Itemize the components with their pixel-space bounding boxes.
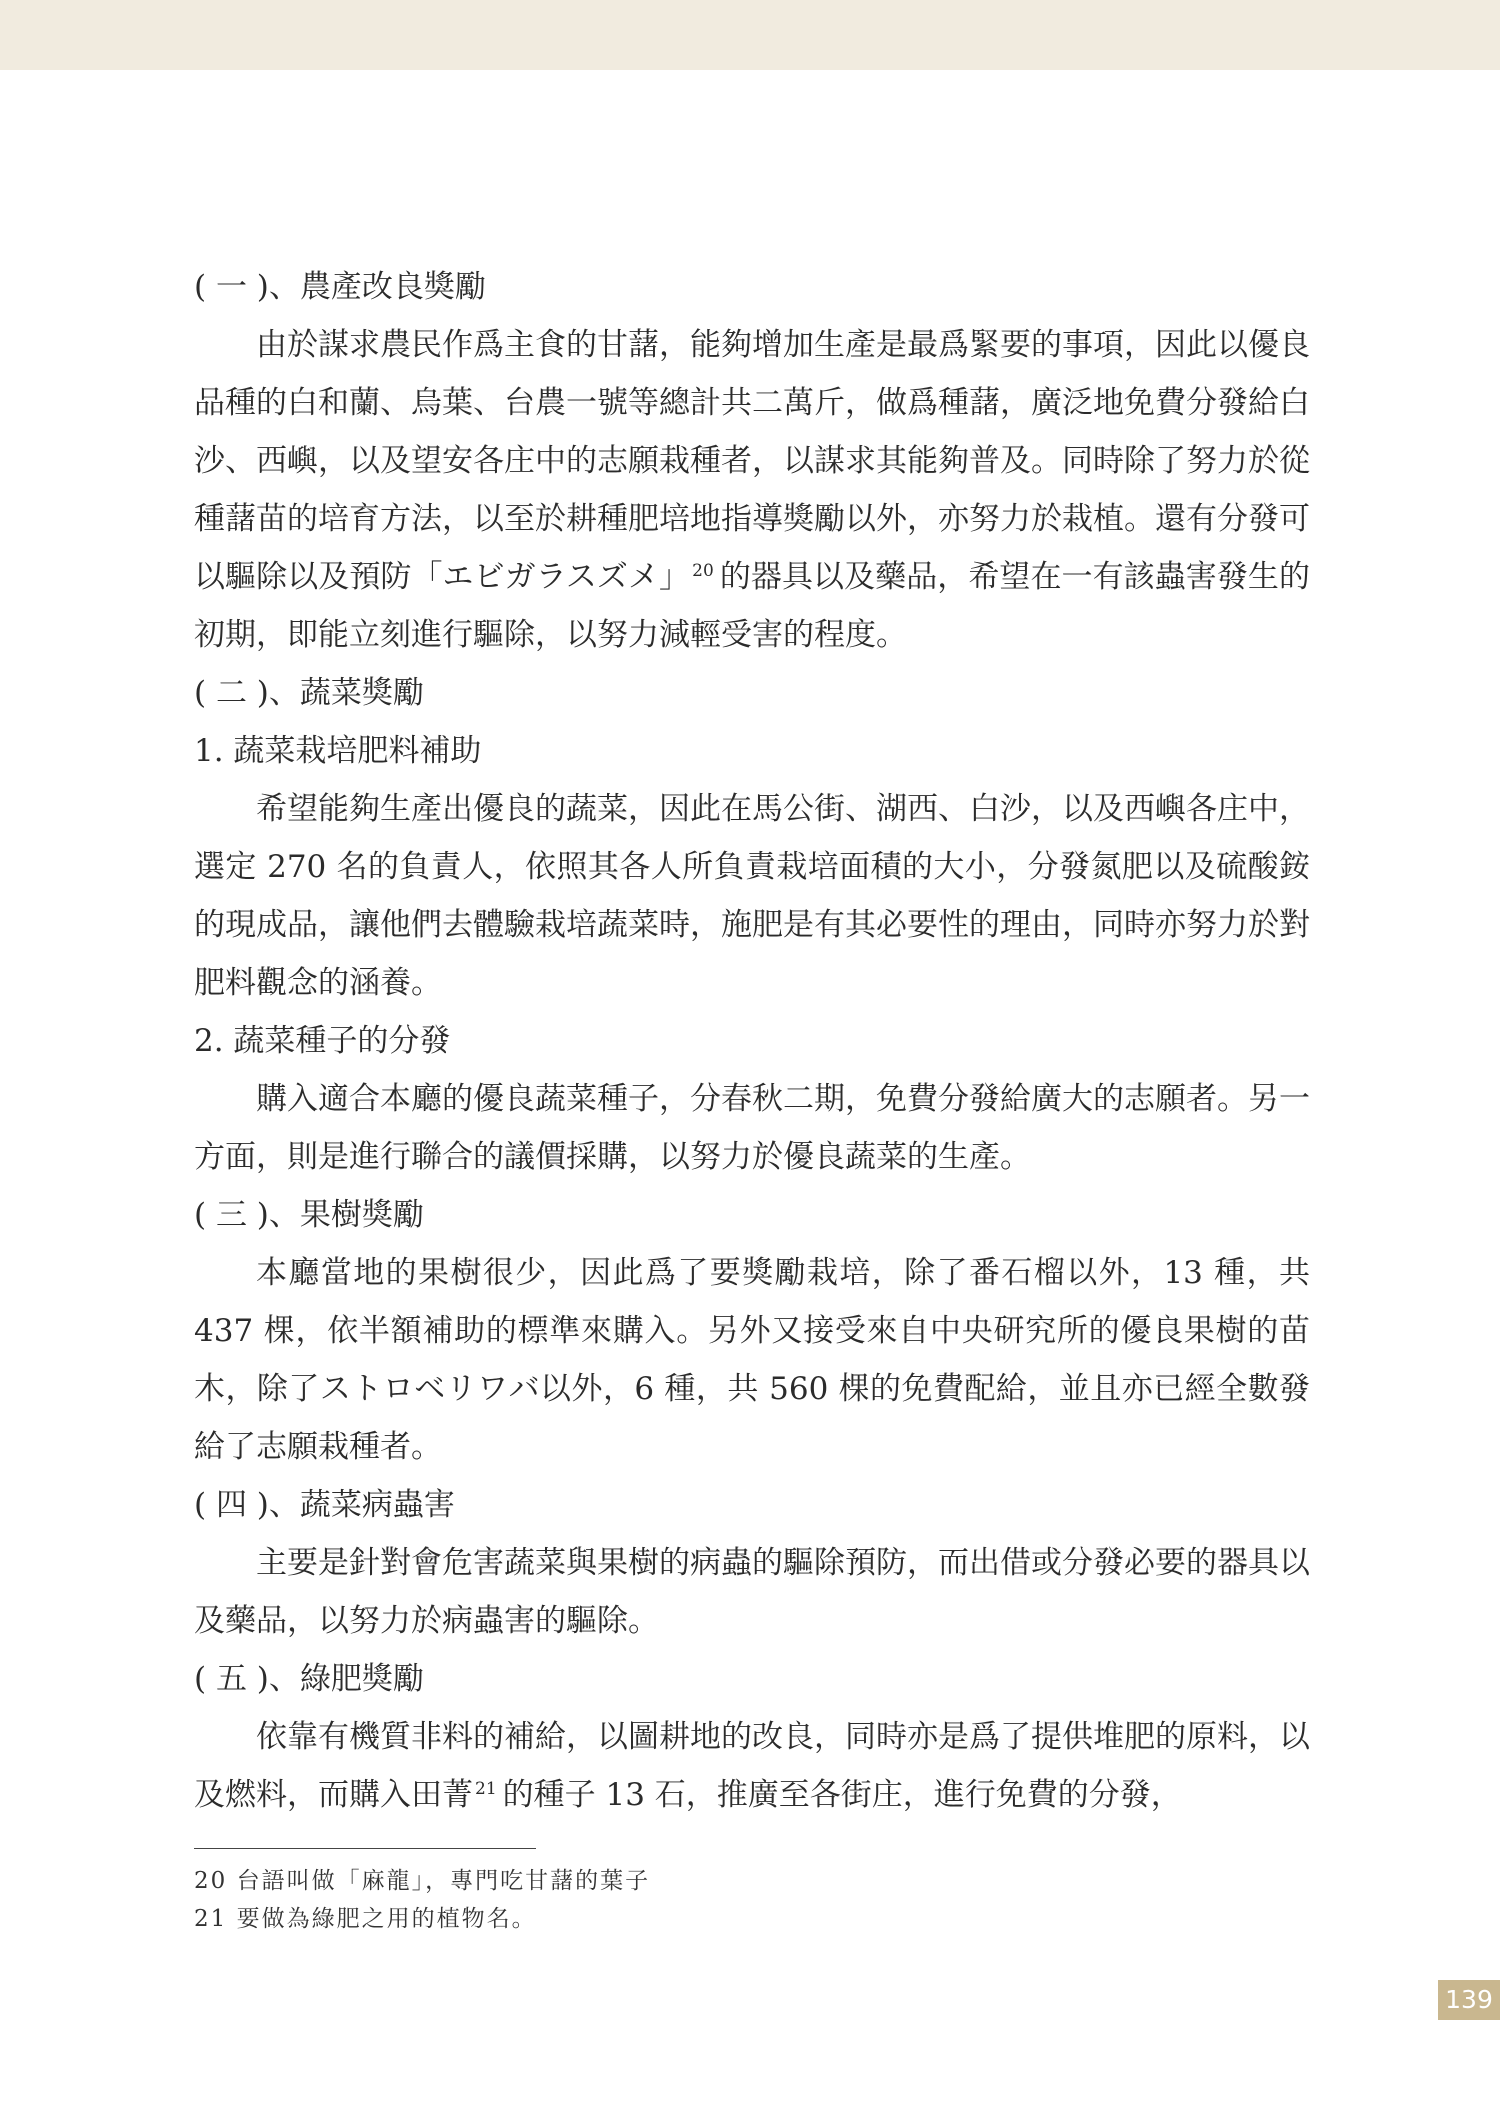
paragraph-6: 依靠有機質非料的補給，以圖耕地的改良，同時亦是爲了提供堆肥的原料，以及燃料，而購入田菁 $^{21}$ 的種子 13 石，推廣至各街庄，進行免費的分發， [194,1719,1310,1813]
section-heading-3: ( 三 )、果樹獎勵 [194,1197,424,1233]
page-header-band [0,0,1500,70]
footnote-21: 21 要做為綠肥之用的植物名。 [194,1906,537,1932]
paragraph-4: 本廳當地的果樹很少，因此爲了要獎勵栽培，除了番石榴以外，13 種，共 437 棵，依半額補助的標準來購入。另外又接受來自中央研究所的優良果樹的苗木，除了ストロベリワバ以外，6 種，共 560 棵的免費配給，並且亦已經全數發給了志願栽種者。 [194,1255,1310,1465]
footnote-divider [194,1848,536,1849]
footnote-ref-21[interactable]: 21 [475,1778,497,1799]
section-heading-5: ( 五 )、綠肥獎勵 [194,1661,424,1697]
footnote-20: 20 台語叫做「麻龍」，專門吃甘藷的葉子 [194,1868,651,1894]
main-text [194,258,1310,1824]
paragraph-2: 希望能夠生產出優良的蔬菜，因此在馬公街、湖西、白沙，以及西嶼各庄中，選定 270 名的負責人，依照其各人所負責栽培面積的大小，分發氮肥以及硫酸銨的現成品，讓他們去體驗栽培蔬菜時，施肥是有其必要性的理由，同時亦努力於對肥料觀念的涵養。 [194,791,1310,1001]
section-heading-1: ( 一 )、農產改良獎勵 [194,269,486,305]
paragraph-5: 主要是針對會危害蔬菜與果樹的病蟲的驅除預防，而出借或分發必要的器具以及藥品，以努力於病蟲害的驅除。 [194,1545,1310,1639]
subheading-2-1: 1. 蔬菜栽培肥料補助 [194,733,482,769]
paragraph-1: 由於謀求農民作爲主食的甘藷，能夠增加生產是最爲緊要的事項，因此以優良品種的白和蘭、烏葉、台農一號等總計共二萬斤，做爲種藷，廣泛地免費分發給白沙、西嶼，以及望安各庄中的志願栽種者，以謀求其能夠普及。同時除了努力於從種藷苗的培育方法，以至於耕種肥培地指導獎勵以外，亦努力於栽植。還有分發可以驅除以及預防「エビガラスズメ」 $^{20}$ 的器具以及藥品，希望在一有該蟲害發生的初期，即能立刻進行驅除，以努力減輕受害的程度。 [194,327,1311,653]
page-number: 139 [1438,1980,1500,2020]
footnote-ref-20[interactable]: 20 [692,560,714,581]
section-heading-2: ( 二 )、蔬菜獎勵 [194,675,424,711]
subheading-2-2: 2. 蔬菜種子的分發 [194,1023,451,1059]
paragraph-3: 購入適合本廳的優良蔬菜種子，分春秋二期，免費分發給廣大的志願者。另一方面，則是進行聯合的議價採購，以努力於優良蔬菜的生產。 [194,1081,1310,1175]
section-heading-4: ( 四 )、蔬菜病蟲害 [194,1487,455,1523]
footnotes [194,1862,1294,1938]
